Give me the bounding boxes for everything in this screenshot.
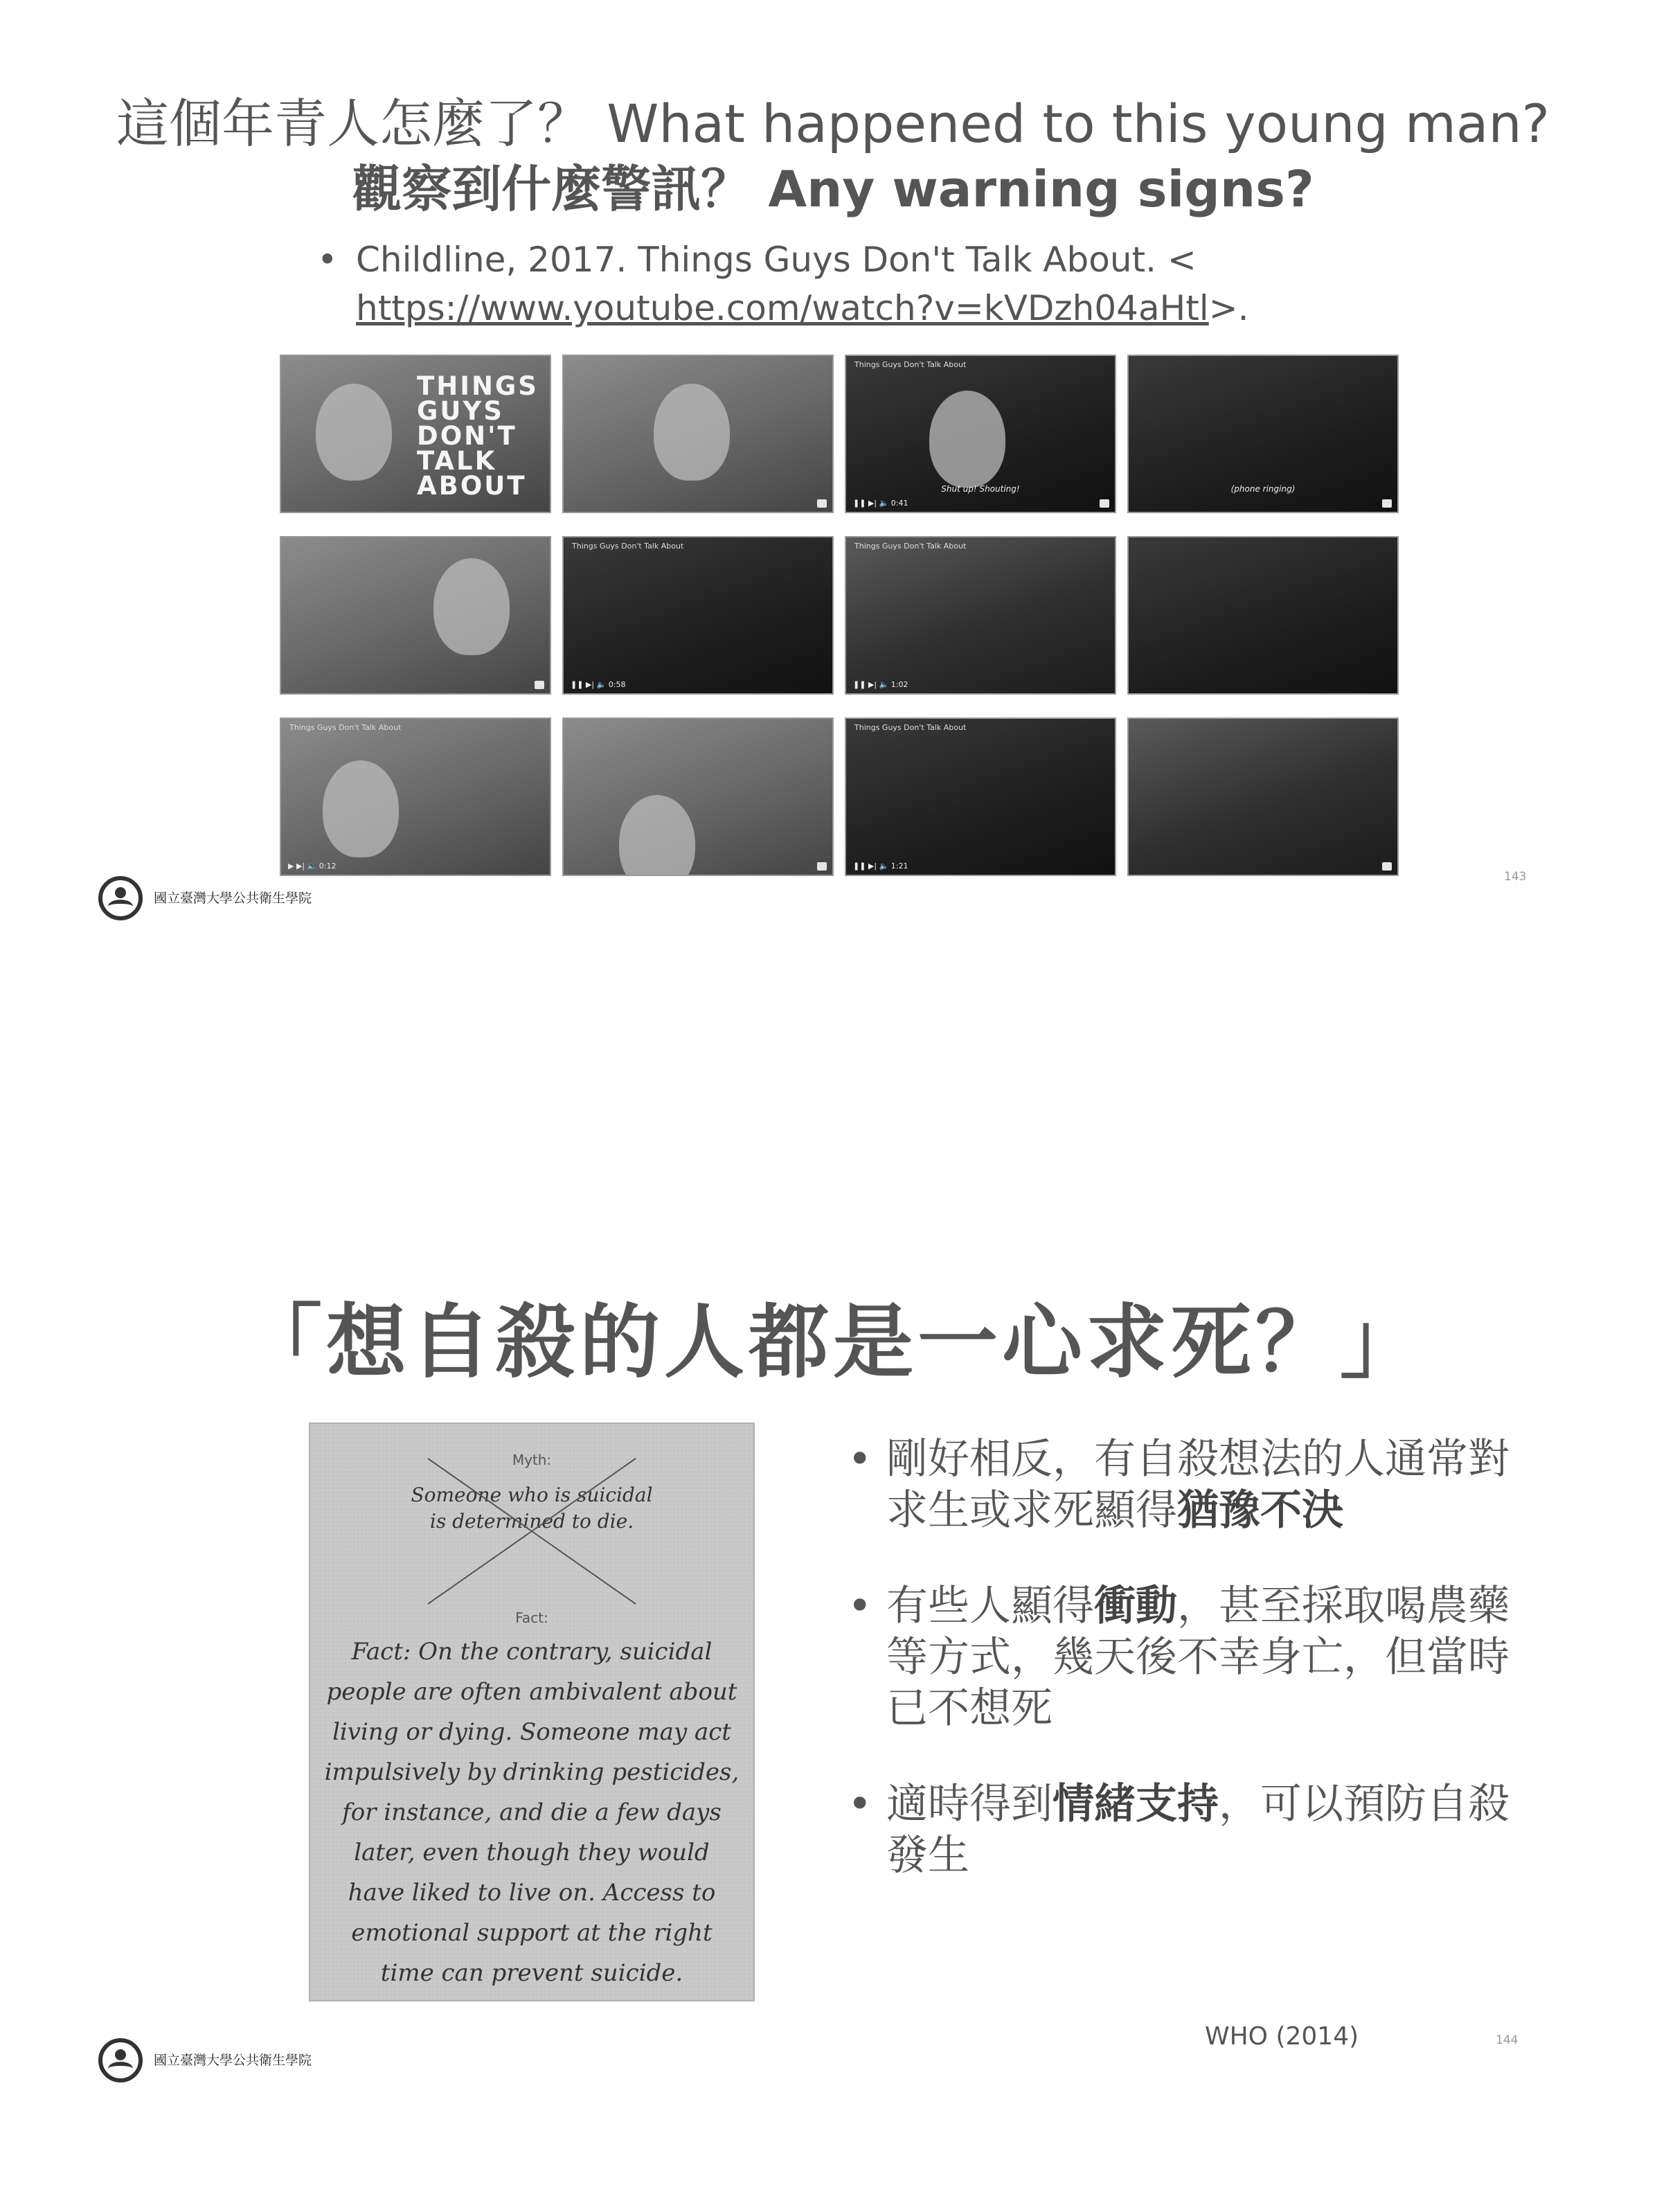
key-point: • 剛好相反，有自殺想法的人通常對求生或求死顯得猶豫不決 [848,1435,1510,1535]
video-frame [845,536,1116,695]
player-controls-icon[interactable]: ❚❚ ▶| 🔈 0:41 [853,499,908,508]
face-figure [433,558,510,655]
video-frame [562,355,834,513]
myth-label: Myth: [512,1452,552,1468]
video-frames-grid [280,355,1395,871]
frame-caption: Things Guys Don't Talk About [854,542,967,551]
slide-143 [0,0,1666,928]
frame-subtitle: Shut up! Shouting! [941,484,1020,494]
video-frame [1127,355,1399,513]
cc-icon [1100,499,1109,508]
title-en: What happened to this young man? [607,93,1550,154]
frame-caption: Things Guys Don't Talk About [572,542,684,551]
frame-caption: Things Guys Don't Talk About [289,723,402,732]
face-figure [316,384,392,481]
video-frame [1127,536,1399,695]
citation-link[interactable]: https://www.youtube.com/watch?v=kVDzh04aHtl [356,288,1209,328]
player-controls-icon[interactable]: ❚❚ ▶| 🔈 1:02 [853,680,908,689]
face-figure [323,760,399,857]
video-frame [1127,717,1399,876]
page-number: 143 [1504,870,1527,884]
bullet-icon: • [317,240,338,280]
video-title-card: THINGS GUYS DON'T TALK ABOUT [417,371,539,501]
player-controls-icon[interactable]: ▶ ▶| 🔈 0:12 [288,862,337,871]
source-citation: WHO (2014) [1205,2022,1359,2051]
slide-144 [0,1136,1666,2212]
player-controls-icon[interactable]: ❚❚ ▶| 🔈 1:21 [853,862,908,871]
face-figure [619,795,695,876]
video-frame [845,355,1116,513]
footer-institution: 國立臺灣大學公共衛生學院 [154,2053,312,2068]
page-number: 144 [1496,2033,1519,2047]
player-controls-icon[interactable]: ❚❚ ▶| 🔈 0:58 [571,680,626,689]
footer-institution: 國立臺灣大學公共衛生學院 [154,891,312,906]
video-frame [280,536,551,695]
citation-text: Childline, 2017. Things Guys Don't Talk About. < [356,240,1197,280]
key-points [848,1434,1512,1925]
cc-icon [1382,499,1392,508]
video-frame [845,717,1116,876]
cc-icon [1382,862,1392,871]
subtitle-en: Any warning signs? [768,160,1314,218]
citation [317,235,1425,332]
frame-caption: Things Guys Don't Talk About [854,360,967,369]
frame-caption: Things Guys Don't Talk About [854,723,967,732]
citation-end: >. [1208,288,1249,328]
bullet-icon: • [848,1582,872,1630]
key-point: • 適時得到情緒支持，可以預防自殺發生 [848,1780,1510,1880]
frame-subtitle: (phone ringing) [1230,484,1296,494]
cc-icon [535,681,544,689]
subtitle-zh: 觀察到什麼警訊？ [352,160,751,218]
key-point: • 有些人顯得衝動，甚至採取喝農藥等方式，幾天後不幸身亡，但當時已不想死 [848,1582,1510,1733]
bullet-icon: • [848,1780,872,1828]
cc-icon [817,499,827,508]
ntu-logo-icon [98,876,143,920]
face-figure [654,384,730,481]
video-frame [280,355,551,513]
slide-title: 「想自殺的人都是一心求死？」 [242,1296,1424,1389]
cc-icon [817,862,827,871]
ntu-logo-icon [98,2038,143,2082]
video-frame [562,717,834,876]
slide-subtitle [0,156,1666,222]
slide-title [0,90,1666,158]
bullet-icon: • [848,1435,872,1483]
video-frame [562,536,834,695]
fact-label: Fact: [515,1609,548,1626]
title-zh: 這個年青人怎麼了？ [116,93,591,154]
myth-text: Someone who is suicidal is determined to die. [411,1483,653,1533]
fact-text: Fact: On the contrary, suicidal people are often ambivalent about living or dying. Someone may act impulsively by drinking pesticides, for instance, and die a few days later, even though they would have liked to live on. Access to emotional support at the right time can prevent suicide. [324,1638,740,1987]
video-frame [280,717,551,876]
face-figure [929,391,1005,488]
cross-out-icon [421,1452,643,1611]
myth-fact-card [309,1422,755,2001]
